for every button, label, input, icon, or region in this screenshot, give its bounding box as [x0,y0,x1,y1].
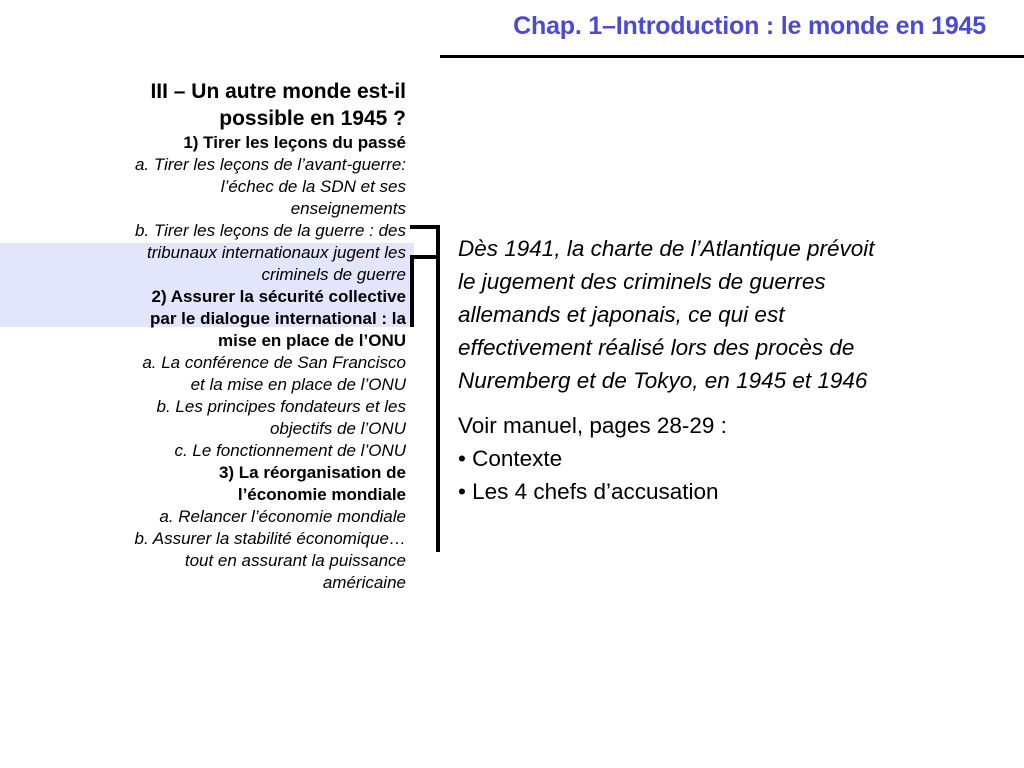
outline-section-1a [20,154,406,220]
content-paragraph-line4: effectivement réalisé lors des procès de [458,335,855,360]
outline-section-2-title-line3: mise en place de l’ONU [217,331,406,350]
outline-section-2-title-line1: 2) Assurer la sécurité collective [151,287,406,306]
bracket-middle [410,255,440,259]
outline-section-2-title-line2: par le dialogue international : la [150,309,406,328]
outline-section-2b [20,396,406,440]
outline-section-3-title-line2: l’économie mondiale [237,485,406,504]
outline-section-2-title [20,286,406,352]
outline-section-3-title-line1: 3) La réorganisation de [218,463,406,482]
outline-section-2a-line2: et la mise en place de l’ONU [190,375,406,394]
content-paragraph-line1: Dès 1941, la charte de l’Atlantique prévoit [458,236,875,261]
bullet-chefs-accusation: • Les 4 chefs d’accusation [458,479,719,504]
content-paragraph [458,232,998,397]
outline-main-heading-line2: possible en 1945 ? [219,107,406,130]
outline-section-3b-line3: américaine [322,573,406,592]
title-rule [440,55,1024,58]
outline-section-3a [20,506,406,528]
outline-section-1a-line3: enseignements [290,199,406,218]
content-paragraph-line2: le jugement des criminels de guerres [458,269,826,294]
outline-section-1a-line2: l’échec de la SDN et ses [220,177,406,196]
outline-section-3b-line2: tout en assurant la puissance [184,551,406,570]
outline-section-2b-line2: objectifs de l’ONU [269,419,406,438]
outline-section-2a-line1: a. La conférence de San Francisco [142,353,406,372]
outline-section-2c-line1: c. Le fonctionnement de l’ONU [174,441,406,460]
outline-section-1b-line1: b. Tirer les leçons de la guerre : des [134,221,406,240]
slide-title: Chap. 1–Introduction : le monde en 1945 [513,12,986,40]
outline-section-2a [20,352,406,396]
outline-section-1b-line3: criminels de guerre [261,265,406,284]
outline-main-heading [20,78,406,132]
outline-section-2c [20,440,406,462]
outline-section-3b [20,528,406,594]
outline-section-3b-line1: b. Assurer la stabilité économique… [134,529,406,548]
outline-section-3a-line1: a. Relancer l’économie mondiale [159,507,406,526]
manual-reference: Voir manuel, pages 28-29 : [458,413,727,438]
outline-section-3-title [20,462,406,506]
content-paragraph-line5: Nuremberg et de Tokyo, en 1945 et 1946 [458,368,868,393]
bullet-contexte: • Contexte [458,446,563,471]
outline-main-heading-line1: III – Un autre monde est-il [150,80,406,103]
content-paragraph-line3: allemands et japonais, ce qui est [458,302,785,327]
outline-section-2b-line1: b. Les principes fondateurs et les [156,397,406,416]
bracket-inner [410,255,414,327]
outline-section-1-title: 1) Tirer les leçons du passé [183,133,406,152]
outline-section-1a-line1: a. Tirer les leçons de l’avant-guerre: [134,155,406,174]
outline-section-1b [20,220,406,286]
outline [20,78,406,594]
bracket-vertical [436,225,440,552]
bracket-top [410,225,440,229]
content-panel [458,232,998,508]
outline-section-1b-line2: tribunaux internationaux jugent les [147,243,406,262]
